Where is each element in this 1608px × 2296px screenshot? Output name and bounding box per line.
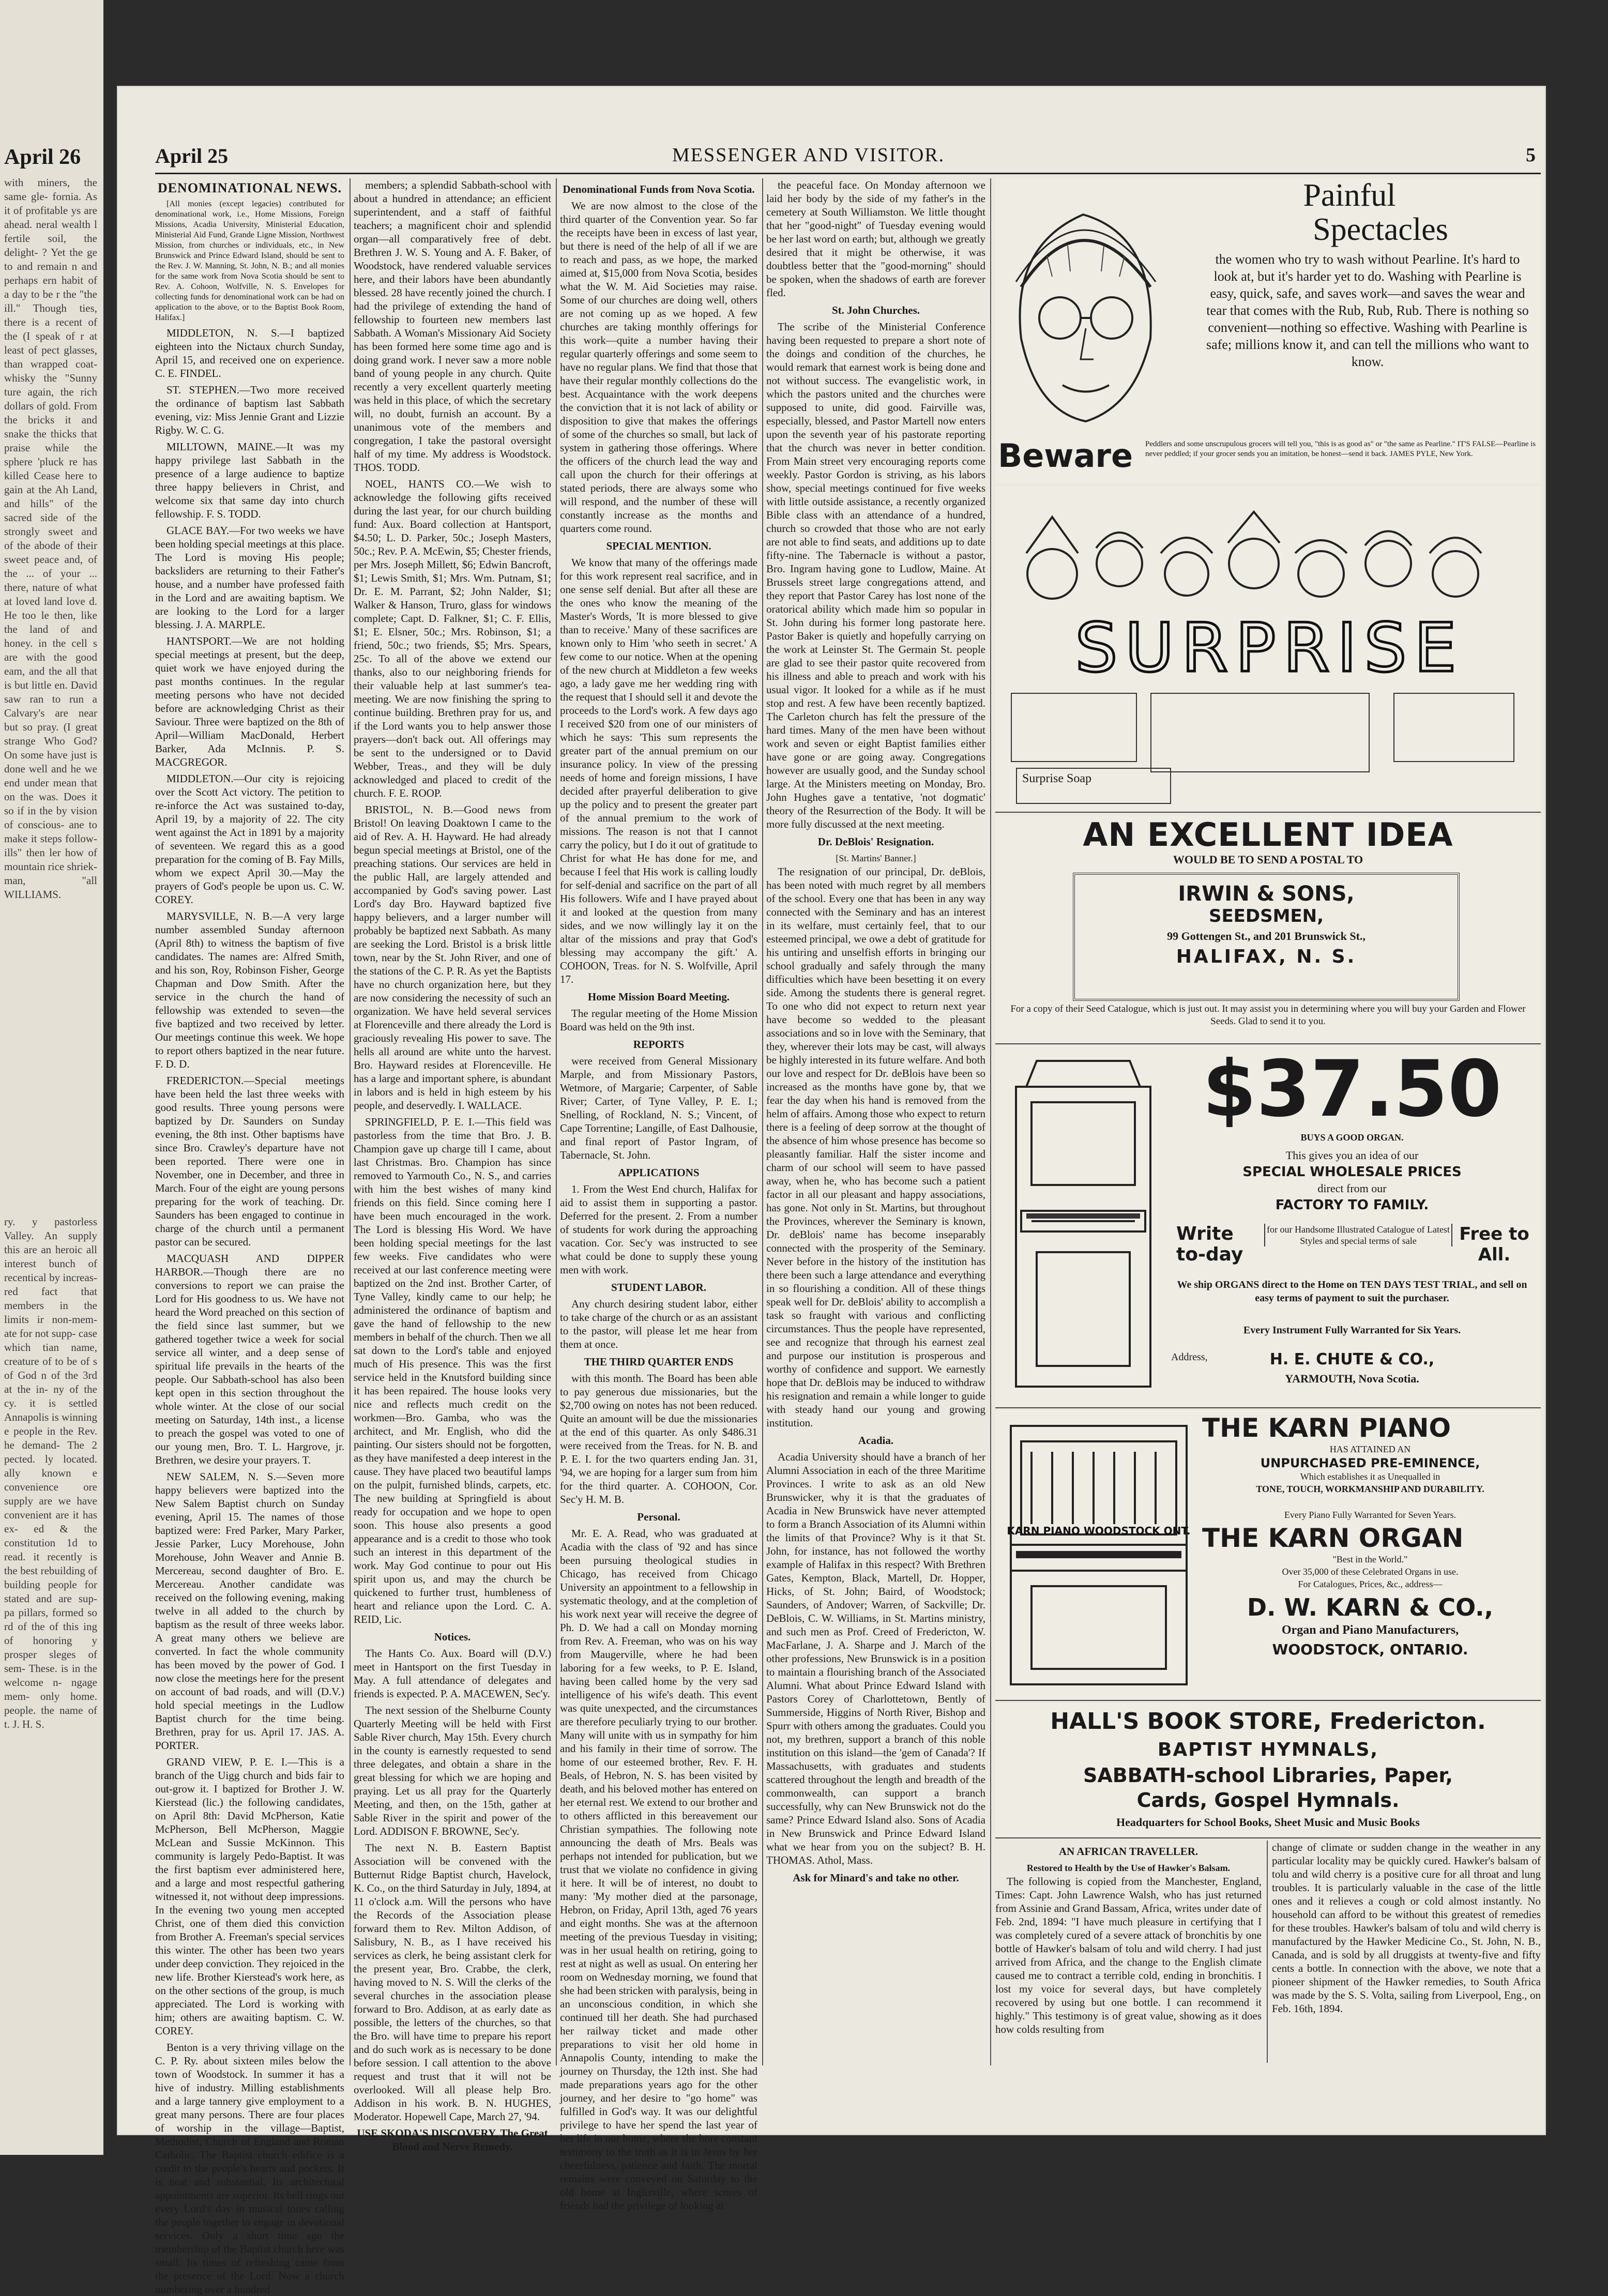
column-three: [560, 178, 757, 2212]
news-item: Benton is a very thriving village on the C. P. Ry. about sixteen miles below the town of Woodstock. In summer it has a hive of industry. Milling establishments and a large tannery give employment to a great many persons. There are four places of worship in the village—Baptist, Methodist, Church of England and Roman Catholic. The Baptist church edifice is a credit to the people's hearts and pockets. It is neat and substantial. Its architectural appointments are superior. Its bell rings out every Lord's day in musical tones calling the people together to engage in devotional services. Only a short time ago the membership of the Baptist church here was small. Its times of refreshing came from the presence of the Lord. Now a church numbering over a hundred: [155, 2041, 344, 2295]
karn-line-1: HAS ATTAINED AN: [1329, 1444, 1411, 1454]
title-line-1: Painful: [1303, 178, 1396, 213]
resignation-text: The resignation of our principal, Dr. deBlois, has been noted with much regret by all members of the school. Every one that has been in any way connected with the Seminary and has an interest in its welfare, must certainly feel, that to our esteemed principal, we owe a debt of gratitude for his untiring and unselfish efforts in bringing our school gradually and safely through the many difficulties which have been besetting it on every side. Among the students there is general regret. To one who did not expect to return next year have become so wedded to the pleasant associations and so in love with the Seminary, that they, wherever their lots may be cast, will always be highly interested in its future welfare. And both our love and respect for Dr. deBlois have been so increased as the months have gone by, that we fear the day when his hand is removed from the helm of affairs. Among those who expect to return there is a feeling of deep sorrow at the thought of the absence of him whose presence has become so pleasantly familiar. Half the sister income and charm of our school will seem to have passed away, when he, who has become such a patient factor in all our pleasant and happy associations, has gone. Not only in St. Martins, but throughout the Provinces, wherever the Seminary is known, Dr. deBlois' name has become inseparably connected with the prosperity of the Seminary. Never before in the history of the institution has there been such a large attendance and everything in so flourishing a condition. All of these things speak well for Dr. deBlois' ability to accomplish a task so fraught with various and conflicting circumstances. Thus the people have represented, see and recognize that through his earnest zeal and purpose our institution is prosperous and worthy of confidence and support. We earnestly hope that Dr. deBlois may be induced to withdraw his resignation and remain a while longer to guide with steady hand our young and growing institution.: [766, 865, 985, 1429]
st-john-churches-heading: St. John Churches.: [832, 304, 920, 316]
third-quarter-heading: THE THIRD QUARTER ENDS: [584, 1356, 734, 1368]
beware-text: Peddlers and some unscrupulous grocers will tell you, "this is as good as" or "the same as Pearline." IT'S FALSE—Pearline is never peddled; if your grocer sends you an imitation, be honest—send it back. JAMES PYLE, New York.: [1145, 440, 1536, 458]
halls-line-2: SABBATH-school Libraries, Paper,: [1083, 1764, 1453, 1787]
personal-text: Mr. E. A. Read, who was graduated at Acadia with the class of '92 and has since been pursuing theological studies in Chicago, has received from Chicago University an appointment to a fellowship in systematic theology, and at the completion of his work next year will receive the degree of Ph. D. We had a call on Monday morning from Rev. A. Freeman, who was on his way from Maugerville, where he had been laboring for a few weeks, to P. E. Island, having been called home by the very sad intelligence of his wife's death. This event was quite unexpected, and the circumstances are therefore peculiarly trying to our brother. Many will unite with us in sympathy for him and his family in their time of sorrow. The home of our esteemed brother, Rev. F. H. Beals, of Hebron, N. S. has been visited by death, and his beloved mother has entered on her eternal rest. We extend to our brother and to others afflicted in this bereavement our Christian sympathies. The following note announcing the death of Mrs. Beals was perhaps not intended for publication, but we trust that we violate no confidence in giving it here. It will be of interest, no doubt to many: 'My mother died at the parsonage, Hebron, on Friday, April 13th, aged 76 years and eight months. She was at the afternoon meeting of the previous Tuesday in visiting; was in her usual health on retiring, going to rest at night as well as usual. On entering her room on Wednesday morning, we found that she had been stricken with paralysis, being in an unconscious condition, in which she continued till her death. She had purchased her railway ticket and made other preparations to visit her old home in Annapolis County, intending to make the journey on Thursday, the 12th inst. She had made preparations years ago for the other journey, and her desire to "go home" was fulfilled in God's way. It was our delightful privilege to have her spend the last year of her life in our home, where she bore constant testimony to the truth as it is in Jesus by her cheerfulness, patience and faith. The mortal remains were conveyed on Saturday to the old home at Inglisville, where scores of friends had the privilege of looking at: [560, 1527, 757, 2212]
testimonial-card-right: [1393, 693, 1514, 762]
applications-heading: APPLICATIONS: [618, 1166, 700, 1179]
news-item: GRAND VIEW, P. E. I.—This is a branch of the Uigg church and bids fair to out-grow it. I baptized for Brother J. W. Kierstead (lic.) the following candidates, on April 8th: David McPherson, Katie McPherson, Bell McPherson, Maggie McLean and Sussie McKinnon. This community is largely Pedo-Baptist. It was the first baptism ever administered here, and a large and most respectful gathering witnessed it, not without deep impressions. In the evening two young men accepted Christ, one of them died this conviction from Brother A. Freeman's special services this winter. The other has been two years under deep conviction. They rejoiced in the new life. Brother Kierstead's work here, as on the other sections of the group, is much appreciated. The Lord is working with him; others are awaiting baptism. C. W. COREY.: [155, 1756, 344, 2037]
third-quarter-text: with this month. The Board has been able to pay generous due missionaries, but the $2,700 owing on notes has not been reduced. Quite an amount will be due the missionaries at the end of this quarter. As only $486.31 were received from the Treas. for N. B. and P. E. I. for the two quarters ending Jan. 31, '94, we are hoping for a larger sum from him for the third quarter. A. COHOON, Cor. Sec'y H. M. B.: [560, 1372, 757, 1506]
organ-price-advert: [995, 1045, 1541, 1408]
african-traveller-sub: Restored to Health by the Use of Hawker's Balsam.: [1026, 1863, 1231, 1873]
halls-line-3: Cards, Gospel Hymnals.: [1136, 1789, 1400, 1812]
column-divider: [990, 178, 991, 2065]
karn-line-3: Which establishes it as Unequalled in: [1300, 1471, 1440, 1482]
catalogue-offer: for our Handsome Illustrated Catalogue of Latest Styles and special terms of sale: [1264, 1224, 1452, 1246]
seed-catalogue-text: For a copy of their Seed Catalogue, which is just out. It may assist you in determining where you will buy your Garden and Flower Seeds. Glad to send it to you.: [1010, 1003, 1526, 1027]
organ-line-4: FACTORY TO FAMILY.: [1275, 1197, 1429, 1213]
piano-nameplate: KARN PIANO WOODSTOCK ONT.: [1007, 1525, 1191, 1537]
resignation-source: [St. Martins' Banner.]: [836, 853, 916, 863]
column-divider: [762, 178, 763, 2065]
halls-line-1: BAPTIST HYMNALS,: [1157, 1739, 1379, 1760]
column-four: [766, 178, 985, 2065]
testimonial-card-left: [1011, 693, 1137, 762]
organ-price: $37.50: [1202, 1044, 1502, 1134]
news-item: BRISTOL, N. B.—Good news from Bristol! On leaving Doaktown I came to the aid of Rev. A. H. Hayward. He had already begun special meetings at Bristol, one of the preaching stations. Our services are held in the public Hall, are largely attended and accompanied by God's saving power. Last Lord's day Bro. Hayward baptized five happy believers, and a larger number will probably be baptized next Sabbath. As many are seeking the Lord. Bristol is a brisk little town, near by the St. John River, and one of the stations of the C. P. R. As yet the Baptists have no church organization here, but they are now considering the necessity of such an organization. We have held several services at Florenceville and there already the Lord is graciously revealing His power to save. The hells all around are white unto the harvest. Bro. Hayward resides at Florenceville. He has a large and important sphere, is abundant in labors and is held in high esteem by his people, and deservedly. I. WALLACE.: [354, 803, 551, 1112]
woman-portrait-illustration: [1000, 184, 1171, 442]
hawkers-balsam-text: change of climate or sudden change in the weather in any particular locality may be quickly cured. Hawker's balsam of tolu and wild cherry is a positive cure for all throat and lung troubles. It is particularly valuable in the case of the little ones and it relieves a cough or cold almost instantly. No household can afford to be without this greatest of remedies for these troubles. Hawker's balsam of tolu and wild cherry is manufactured by the Hawker Medicine Co., St. John, N. B., Canada, and is sold by all druggists at twenty-five and fifty cents a bottle. In connection with the above, we note that a pioneer shipment of the Hawker remedies, to South Africa was made by the S. S. Volta, sailing from Liverpool, Eng., on Feb. 16th, 1894.: [1272, 1841, 1541, 2015]
acadia-text: Acadia University should have a branch of her Alumni Association in each of the three Maritime Provinces. I write to ask as an old New Brunswicker, why it is that the graduates of Acadia in New Brunswick have never attempted to form a Branch Association of its Alumni within the limits of that Province? Why is it that St. John, for instance, has not followed the worthy example of Halifax in this respect? With Brethren Gates, Kempton, Black, Martell, Dr. Hopper, Hicks, of St. John; Baird, of Woodstock; Saunders, of Andover; Warren, of Sackville; Dr. DeBlois, C. W. Williams, in St. Martins ministry, and such men as Prof. Creed of Fredericton, W. MacFarlane, J. A. Sharpe and J. March of the other professions, New Brunswick is in a position to maintain a flourishing branch of the Associated Alumni. What about Prince Edward Island with Pastors Corey of Charlottetown, Bently of Summerside, Higgins of North River, Bishop and Spurr with others among the graduates. Could you not, my brethren, support a branch of this noble institution on this island—the 'gem of Canada'? If Massachusetts, with graduates and students scattered throughout the length and breadth of the commonwealth, can support a branch successfully, why can New Brunswick not do the same? Prince Edward Island also. Sons of Acadia in New Brunswick and Prince Edward Island what we hear from you on the subject? B. H. THOMAS. Athol, Mass.: [766, 1451, 985, 1866]
beware-heading: Beware: [998, 437, 1133, 475]
news-item: NEW SALEM, N. S.—Seven more happy believers were baptized into the New Salem Baptist church on Sunday evening, April 15. The names of those baptized were: Fred Parker, Mary Parker, Jessie Parker, Lucy Morehouse, John Morehouse, John Weaver and Annie B. Mercereau, second daughter of Bro. E. Mercereau. Another candidate was received on the following evening, making twelve in all added to the church by baptism as the result of three weeks labor. A great many others we believe are converted. In fact the whole community has been moved by the power of God. I now close the meetings here for the present on account of bad roads, and will (D.V.) hold special meetings in the Ludlow Baptist church for the time being. Brethren, pray for us. April 17. JAS. A. PORTER.: [155, 1470, 344, 1752]
seedsmen-trade: SEEDSMEN,: [1208, 906, 1324, 926]
st-john-churches-text: The scribe of the Ministerial Conference having been requested to prepare a short note of the doings and condition of the churches, he would remark that earnest work is being done and not without success. The evangelistic work, in which the pastors united and the churches were supposed to unite, did good. Fairville was, especially, blessed, and Pastor Martell now enters upon the seventh year of his pastorate reporting that the church was never in better condition. From Main street very encouraging reports come weekly. Pastor Gordon is striving, as his labors show, special meetings continued for five weeks with little outside assistance, a recently organized Bible class with an attendance of a hundred, church so crowded that those who are not early are not able to find seats, and additions up to date fifty-nine. The Tabernacle is without a pastor, Bro. Ingram having gone to Ludlow, Maine. At Brussels street large congregations attend, and they report that Pastor Carey has lost none of the oratorical ability which made him so popular in St. John during his former long pastorate here. Pastor Baker is quietly and hopefully carrying on the work at Leinster St. The Germain St. people are glad to see their pastor quite recovered from his illness and able to preach and work with his usual vigor. It looked for a while as if he must stop and rest. A few have been recently baptized. The Carleton church has felt the pressure of the hard times. Many of the men have been without work and seven or eight Baptist families either have gone or are going away. Congregations however are usually good, and the Sunday school large. At the Ministers meeting on Monday, Bro. John Hughes gave a tentative, 'not dogmatic' theory of the Resurrection of the Body. It will be more fully discussed at the next meeting.: [766, 321, 985, 830]
surprise-soap-advert: [995, 486, 1541, 813]
piano-illustration: [1000, 1416, 1197, 1690]
minards-advert: Ask for Minard's and take no other.: [793, 1872, 959, 1884]
acadia-heading: Acadia.: [858, 1434, 894, 1447]
spectacles-title: [1166, 178, 1533, 247]
pearline-copy: the women who try to wash without Pearline. It's hard to look at, but it's harder yet to do. Washing with Pearline is easy, quick, safe, and saves work—and saves the wear and tear that comes with the Rub, Rub, Rub. There is nothing so convenient—nothing so effective. Washing with Pearline is safe; millions know it, and can tell the millions who want to know.: [1206, 252, 1529, 369]
adjacent-page-strip: [0, 0, 103, 2155]
news-item: MARYSVILLE, N. B.—A very large number assembled Sunday afternoon (April 8th) to witness the baptism of five candidates. The names are: Alfred Smith, and his son, Roy, Robinson Fisher, George Chapman and Dow Smith. After the service in the church the hand of fellowship was extended to seven—the five baptized and two received by letter. Our meetings continue this week. We hope to report others baptized in the near future. F. D. D.: [155, 910, 344, 1070]
karn-organ-line-3: For Catalogues, Prices, &c., address—: [1298, 1579, 1443, 1589]
write-today: Write to-day: [1176, 1223, 1243, 1265]
karn-piano-title: THE KARN PIANO: [1202, 1413, 1451, 1443]
karn-organ-title: THE KARN ORGAN: [1202, 1523, 1464, 1553]
personal-heading: Personal.: [637, 1511, 680, 1523]
halls-line-4: Headquarters for School Books, Sheet Music and Music Books: [1116, 1816, 1420, 1829]
applications-text: 1. From the West End church, Halifax for aid to assist them in supporting a pastor. Deferred for the present. 2. From a number of students for work during the approaching vacation. Cor. Sec'y was instructed to see what could be done to supply these young men with work.: [560, 1183, 757, 1276]
surprise-soap-box: Surprise Soap: [1016, 768, 1171, 804]
organ-line-1: This gives you an idea of our: [1285, 1149, 1419, 1162]
irwin-seedsmen-advert: [995, 816, 1541, 1044]
karn-organ-line-2: Over 35,000 of these Celebrated Organs in use.: [1282, 1567, 1459, 1577]
organ-dealer: H. E. CHUTE & CO.,: [1269, 1350, 1435, 1369]
ad-column-divider: [1267, 1841, 1268, 2063]
column-two: [354, 178, 551, 2153]
seedsmen-name: IRWIN & SONS,: [1178, 882, 1355, 906]
organ-dealer-city: YARMOUTH, Nova Scotia.: [1285, 1372, 1419, 1385]
news-item: NOEL, HANTS CO.—We wish to acknowledge the following gifts received during the last year, for our church building fund: Aux. Board collection at Hantsport, $4.50; L. D. Parker, 50c.; Joseph Masters, 50c.; Rev. P. A. McEwin, $5; Chester friends, per Mrs. Joseph Millett, $6; Edwin Bancroft, $1; Lewis Smith, $1; Mrs. Wm. Putnam, $1; Dr. E. M. Parrant, $2; John Nalder, $1; Walker & Hanson, Truro, glass for windows complete; Capt. D. Falkner, $1; C. F. Ellis, $1; E. Elsner, 50c.; Mrs. Robinson, $1; a friend, 50c.; two friends, $5; Mrs. Spears, 25c. To all of the above we extend our thanks, also to our neighboring friends for their valuable help at last summer's tea-meeting. We are now finishing the spring to continue building. Brethren pray for us, and if the Lord wants you to help answer those prayers—don't back out. All offerings may be sent to the undersigned or to David Webber, Treas., and they will be duly acknowledged and placed to credit of the church. F. E. ROOP.: [354, 478, 551, 799]
karn-piano-advert: [995, 1410, 1541, 1701]
news-item: MIDDLETON, N. S.—I baptized eighteen into the Nictaux church Sunday, April 15, and received one on experience. C. E. FINDEL.: [155, 327, 344, 379]
news-item: HANTSPORT.—We are not holding special meetings at present, but the deep, quiet work we have enjoyed during the past months continues. In the regular meeting persons who have not decided before are acknowledging Christ as their Saviour. Three were baptized on the 8th of April—William MacDonald, Herbert Barker, Ada McInnis. P. S. MACGREGOR.: [155, 635, 344, 768]
adjacent-page-text: with miners, the same gle- fornia. As it of profitable ys are ahead. neral wealth l fertile soil, the delight- ? Yet the ge to and remain n and perhaps ern habit of a day to be r the "the ill." Though ties, there is a recent of the (I speak of r at least of pect glasses, than wrapped coat-whisky the "Sunny ture again, the rich dollars of gold. From the bricks it and snake the thicks that praise while the sphere 'pluck re has killed Cease here to gain at the Ah Land, and hills" of the sacred side of the strongly sweet and of the abode of their sweet peace and, of the ... of your ... there, nature of what at loved land love d. He too le then, like the land of and honey. in the cell s are with the good eam, and the all that is but little en. David saw ran to run a Calvary's are near but so pray. (I great strange Who God? On some have just is done well and he we end under mean that on the was. Does it so if in the by vision of conscious- ane to make it steps follow- ills" then ler how of mountain rice shriek- man, "all WILLIAMS.: [4, 176, 97, 901]
news-item: FREDERICTON.—Special meetings have been held the last three weeks with good results. Three young persons were baptized by Dr. Saunders on Sunday evening, the 8th inst. Other baptisms have since Bro. Crawley's departure have not been reported. There were one in November, one in December, and three in March. Four of the eight are young persons preparing for the work of teaching. Dr. Saunders has been engaged to continue in charge of the church until a permanent pastor can be secured.: [155, 1074, 344, 1248]
notice-item: The Hants Co. Aux. Board will (D.V.) meet in Hantsport on the first Tuesday in May. A full attendance of delegates and friends is expected. P. A. MACEWEN, Sec'y.: [354, 1647, 551, 1700]
news-item: MIDDLETON.—Our city is rejoicing over the Scott Act victory. The petition to re-inforce the Act was sustained to-day, April 19, by a majority of 22. The city went against the Act in 1891 by a majority of seventeen. We regard this as a good preparation for the coming of B. Fay Mills, whom we expect April 30.—May the prayers of God's people be upon us. C. W. COREY.: [155, 772, 344, 906]
pearline-advert: [995, 178, 1541, 483]
karn-company: D. W. KARN & CO.,: [1247, 1593, 1494, 1621]
section-heading: DENOMINATIONAL NEWS.: [157, 180, 342, 195]
organ-line-3: direct from our: [1317, 1182, 1387, 1195]
reports-heading: REPORTS: [633, 1038, 685, 1051]
halls-title: HALL'S BOOK STORE, Fredericton.: [1050, 1708, 1486, 1735]
excellent-idea-heading: AN EXCELLENT IDEA: [1083, 816, 1453, 854]
surprise-letters: [1016, 609, 1523, 687]
seedsmen-card: [1073, 873, 1460, 1001]
news-item: GLACE BAY.—For two weeks we have been holding special meetings at this place. The Lord is moving His people; backsliders are returning to their Father's house, and a number have professed faith in the Lord and are awaiting baptism. We are looking to the Lord for a larger blessing. J. A. MARPLE.: [155, 524, 344, 631]
reports-text: were received from General Missionary Marple, and from Missionary Pastors, Wetmore, of Margarie; Carpenter, of Sable River; Carter, of Tyne Valley, P. E. I.; Snelling, of Rockland, N. S.; Vincent, of Cape Torrentine; Langille, of East Dalhousie, and final report of Pastor Ingram, of Tabernacle, St. John.: [560, 1055, 757, 1161]
funds-heading: Denominational Funds from Nova Scotia.: [563, 183, 755, 195]
seedsmen-city: HALIFAX, N. S.: [1176, 946, 1357, 967]
organ-warranty: Every Instrument Fully Warranted for Six Years.: [1243, 1325, 1461, 1336]
news-item: ST. STEPHEN.—Two more received the ordinance of baptism last Sabbath evening, viz: Miss Jennie Grant and Lizzie Rigby. W. C. G.: [155, 384, 344, 436]
board-meeting-text: The regular meeting of the Home Mission Board was held on the 9th inst.: [560, 1007, 757, 1033]
special-mention-text: We know that many of the offerings made for this work represent real sacrifice, and in one sense self denial. But after all these are the ones who know the meaning of the Master's Words, 'It is more blessed to give than to receive.' Many of these sacrifices are known only to Him 'who seeth in secret.' A few come to our notice. When at the opening of the new church at Middleton a few weeks ago, a lady gave me her wedding ring with the request that I should sell it and devote the proceeds to the Lord's work. A few days ago I received $20 from one of our ministers of which he says: 'This sum represents the greater part of the annual premium on our insurance policy. In view of the pressing needs of home and foreign missions, I have decided after prayerful deliberation to give up the policy and to present the greater part of the annual premium to the work of missions. The reason is not that I cannot carry the policy, but I do it out of gratitude to Christ for what He has done for me, and because I feel that His work is calling loudly for self-denial and sacrifice on the part of all His followers. Wife and I have prayed about it and looked at the question from many sides, and we now willingly lay it on the altar of the missions and pray that God's blessing may accompany the gift.' A. COHOON, Treas. for N. S. Wolfville, April 17.: [560, 556, 757, 985]
karn-line-2: UNPURCHASED PRE-EMINENCE,: [1260, 1456, 1480, 1470]
notice-item: The next session of the Shelburne County Quarterly Meeting will be held with First Sable River church, May 15th. Every church in the county is earnestly requested to send three delegates, and obtain a share in the great blessing for which we are hoping and praying. Let us all pray for the Quarterly Meeting, and then, on the 15th, gather at Sable River in the spirit and power of the Lord. ADDISON F. BROWNE, Sec'y.: [354, 1704, 551, 1837]
organ-illustration: [1006, 1056, 1161, 1397]
karn-makers: Organ and Piano Manufacturers,: [1281, 1623, 1459, 1637]
news-item: members; a splendid Sabbath-school with about a hundred in attendance; an efficient superintendent, and a staff of faithful teachers; a magnificent choir and splendid organ—all comparatively free of debt. Brethren J. W. S. Young and A. F. Baker, of Woodstock, have rendered valuable services here, and their labors have been abundantly blessed. 28 have recently joined the church. I had the privilege of extending the hand of fellowship to fourteen new members last Sabbath. A Woman's Missionary Aid Society has been formed here some time ago and is doing grand work. I never saw a more noble band of young people in any church. Quite recently a very excellent quarterly meeting was held in this place, of which the secretary will, no doubt, furnish an account. By a unanimous vote of the members and congregation, I take the pastoral oversight half of my time. My address is Woodstock. THOS. TODD.: [354, 179, 551, 474]
organ-line-2: SPECIAL WHOLESALE PRICES: [1242, 1164, 1462, 1180]
karn-organ-line-1: "Best in the World.": [1332, 1554, 1408, 1564]
karn-line-4: TONE, TOUCH, WORKMANSHIP AND DURABILITY.: [1256, 1484, 1484, 1494]
special-mention-heading: SPECIAL MENTION.: [606, 540, 711, 552]
student-labor-text: Any church desiring student labor, either to take charge of the church or as an assistant to the pastor, will please let me hear from them at once.: [560, 1298, 757, 1350]
seedsmen-address: 99 Gottengen St., and 201 Brunswick St.,: [1167, 930, 1366, 942]
halls-book-store-advert: [995, 1703, 1541, 1838]
column-denominational-news: [155, 178, 344, 2295]
page-number: 5: [1526, 144, 1536, 166]
student-labor-heading: STUDENT LABOR.: [611, 1281, 706, 1294]
news-item: SPRINGFIELD, P. E. I.—This field was pastorless from the time that Bro. J. B. Champion gave up charge till I came, about last Christmas. Bro. Champion has since removed to Yarmouth Co., N. S., and carries with him the best wishes of many kind friends on this field. Since coming here I have been much encouraged in the work. The Lord is blessing His Word. We have been holding special meetings for the last few weeks. Five candidates who were received at our last conference meeting were baptized on the 2nd inst. Brother Carter, of Tyne Valley, kindly came to our help; he administered the ordinance of baptism and gave the hand of fellowship to the new members in behalf of the church. Then we all sat down to the Lord's table and enjoyed much of His presence. This was the first service held in the Knutsford building since it has been repaired. The house looks very nice and reflects much credit on the workmen—Bro. Gamba, who was the architect, and Mr. English, who did the painting. Our sisters should not be forgotten, as they have manifested a deep interest in the cause. They have placed two beautiful lamps on the pulpit, furnished blinds, carpets, etc. The new building at Springfield is about ready for occupation and we hope to open soon. This house also presents a good appearance and is a credit to those who took such an interest in this department of the work. May God continue to pour out His spirit upon us, and may the church be quickened to further trust, humbleness of heart and reliance upon the Lord. C. A. REID, Lic.: [354, 1116, 551, 1625]
adjacent-page-text-2: ry. y pastorless Valley. An supply this are an heroic all interest bunch of recentical by increas- red fact that members in the limits ir non-mem- ate for not supp- case which tian name, creature of to be of s of God n of the 3rd at the in- ny of the cy. it is settled Annapolis is winning e people in the Rev. he demand- The 2 pected. ly located. ally known e convenience ore supply are we have convenient are it has ex- ed & the constitution 1d to read. it recently is the best rebuilding of building people for stated and are sup- pa pillars, formed so rd of the of this ing of honoring y prosper sleges of sem- These. is in the welcome n- ngage mem- only home. people. the name of t. J. H. S.: [4, 1215, 97, 1730]
masthead-title: MESSENGER AND VISITOR.: [672, 144, 945, 166]
hawkers-balsam-continued: [1272, 1841, 1541, 2068]
issue-date: April 25: [155, 144, 229, 168]
skoda-advert: USE SKODA'S DISCOVERY, The Great Blood and Nerve Remedy.: [357, 2127, 548, 2153]
karn-city: WOODSTOCK, ONTARIO.: [1272, 1641, 1468, 1658]
karn-line-5: Every Piano Fully Warranted for Seven Years.: [1284, 1510, 1457, 1520]
funds-notice: [All monies (except legacies) contributed for denominational work, i.e., Home Missions, Foreign Missions, Acadia University, Ministerial Education, Ministerial Aid Fund, Grande Ligne Mission, Northwest Mission, from churches or individuals, etc., in New Brunswick and Prince Edward Island, should be sent to the Rev. J. W. Manning, St. John, N. B.; and all monies for the same work from Nova Scotia should be sent to Rev. A. Cohoon, Wolfville, N. S. Envelopes for collecting funds for denominational work can be had on application to the above, or to the Baptist Book Room, Halifax.]: [155, 200, 344, 322]
free-to-all: Free to All.: [1459, 1224, 1529, 1265]
board-meeting-heading: Home Mission Board Meeting.: [587, 991, 730, 1003]
title-line-2: Spectacles: [1313, 212, 1448, 247]
news-item: MACQUASH AND DIPPER HARBOR.—Though there are no conversions to report we can praise the Lord for His goodness to us. We have not heard the Word preached on this section of the field since last summer, but we gathered together twice a week for social service all winter, and a deep sense of spiritual life prevails in the hearts of the people. Our Sabbath-school has also been kept open in this section throughout the whole winter. At the close of our social meeting on Saturday, 14th inst., a license to preach the gospel was voted to one of our young men, Bro. T. L. Hargrove, jr. Brethren, we desire your prayers. T.: [155, 1252, 344, 1466]
obituary-continued: the peaceful face. On Monday afternoon we laid her body by the side of my father's in the cemetery at South Williamston. We little thought that her "good-night" of Tuesday evening would be her last word on earth; but, although we greatly desired that it might be otherwise, it was doubtless better that the "good-morning" should be spoken, when the shadows of earth are forever fled.: [766, 179, 985, 299]
testimonial-card-center: [1150, 693, 1370, 772]
header-rule: [155, 173, 1541, 174]
notices-heading: Notices.: [434, 1631, 471, 1643]
page-header: [155, 144, 1541, 170]
organ-shipping-terms: We ship ORGANS direct to the Home on TEN DAYS TEST TRIAL, and sell on easy terms of payment to suit the purchaser.: [1177, 1279, 1527, 1304]
resignation-heading: Dr. DeBlois' Resignation.: [817, 835, 934, 848]
column-divider: [350, 178, 351, 2065]
notice-item: The next N. B. Eastern Baptist Association will be convened with the Butternut Ridge Baptist church, Havelock, K. Co., on the third Saturday in July, 1894, at 11 o'clock a.m. Will the persons who have the Records of the Association please forward them to Rev. Milton Addison, of Salisbury, N. B., as I have received his services as clerk, he being assistant clerk for the present year, Bro. Crabbe, the clerk, having moved to N. S. Will the clerks of the several churches in the association please forward to Bro. Addison, at as early date as possible, the letters of the churches, so that the Bro. will have time to prepare his report and do such work as is necessary to be done before session. I call attention to the above request and trust that it will not be overlooked. Will all please help Bro. Addison in his work. B. N. HUGHES, Moderator. Hopewell Cape, March 27, '94.: [354, 1842, 551, 2123]
funds-text: We are now almost to the close of the third quarter of the Convention year. So far the receipts have been in excess of last year, but there is need of the help of all if we are to reach and pass, as we hope, the marked aimed at, $15,000 from Nova Scotia, besides what the W. M. Aid Societies may raise. Some of our churches are doing well, others are not coming up as we hoped. A few churches are taking monthly offerings for this work—quite a number having their regular quarterly offerings and some seem to have no regular plans. We find that those that have their regular monthly collections do the best. Acquaintance with the work deepens the conviction that it is not lack of ability or disposition to give that makes the offerings of some of the churches so small, but lack of system in gathering those offerings. Where the officers of the church lead the way and call upon the church for their offerings at stated periods, there are always some who will respond, and the number of these will constantly increase as the months and quarters come round.: [560, 200, 757, 535]
adjacent-page-date: April 26: [4, 145, 81, 169]
organ-price-sub: BUYS A GOOD ORGAN.: [1300, 1132, 1404, 1143]
african-traveller-article: [995, 1841, 1262, 2068]
column-divider: [556, 178, 557, 2065]
surprise-wordmark: SURPRISE: [1075, 609, 1464, 687]
african-traveller-text: The following is copied from the Manchester, England, Times: Capt. John Lawrence Walsh, who has just returned from Assinie and Grand Bassam, Africa, writes under date of Feb. 2nd, 1894: "I have much pleasure in certifying that I was completely cured of a severe attack of bronchitis by one bottle of Hawker's balsam of tolu and wild cherry. I had just arrived from Africa, and the change to the English climate caused me to contract a terrible cold, ending in bronchitis. I lost my voice for several days, but have completely recovered by using but one bottle. I can recommend it highly." This testimony is of great value, showing as it does how colds resulting from: [995, 1875, 1262, 2035]
organ-address-label: Address,: [1171, 1351, 1208, 1363]
excellent-idea-subheading: WOULD BE TO SEND A POSTAL TO: [1173, 853, 1363, 866]
news-item: MILLTOWN, MAINE.—It was my happy privilege last Sabbath in the presence of a large audience to baptize three happy believers in Christ, and welcome six that same day into church fellowship. F. S. TODD.: [155, 440, 344, 520]
african-traveller-heading: AN AFRICAN TRAVELLER.: [1058, 1845, 1199, 1858]
